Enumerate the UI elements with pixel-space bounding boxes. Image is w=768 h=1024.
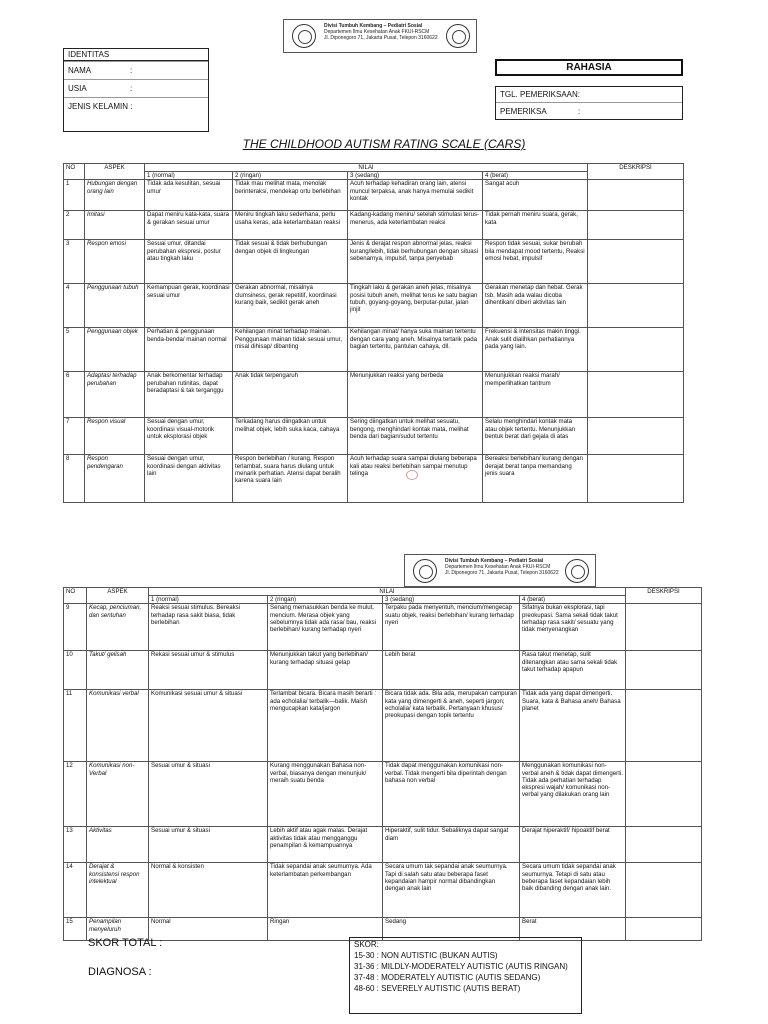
level-4-cell[interactable]: Berat	[520, 918, 626, 941]
col-no-header: NO	[64, 588, 87, 604]
row-number: 2	[64, 211, 85, 240]
pen-mark	[406, 470, 418, 480]
level-2-cell[interactable]: Kurang menggunakan Bahasa non-verbal, biasanya dengan menunjuk/ meraih suatu benda	[268, 762, 383, 827]
level-3-cell[interactable]: Jenis & derajat respon abnormal jelas, reaksi kurang/lebih, tidak berhubungan dengan situasi sebenarnya, impulsif, tanpa penyebab	[348, 240, 483, 284]
cars-table-part1	[63, 163, 684, 503]
row-number: 13	[64, 827, 87, 863]
table-row	[64, 180, 684, 211]
level-2-cell[interactable]: Kehilangan minat terhadap mainan. Penggunaan mainan tidak sesuai umur, misal dihisap/ dibanting	[233, 328, 348, 372]
level-1-cell[interactable]: Reaksi sesuai stimulus. Bereaksi terhadap rasa sakit biasa, tidak berlebihan	[149, 604, 268, 651]
col-aspek-header: ASPEK	[87, 588, 149, 604]
level-1-cell[interactable]: Tidak ada kesulitan, sesuai umur	[145, 180, 233, 211]
row-number: 11	[64, 690, 87, 762]
level-3-cell[interactable]: Terpaku pada menyentuh, mencium/mengecap suatu objek, reaksi berlebihan/ kurang terhadap nyeri	[383, 604, 520, 651]
level-3-cell[interactable]: Kehilangan minat/ hanya suka mainan tertentu dengan cara yang aneh. Misalnya tertarik pada bagian tertentu, pantulan cahaya, dll.	[348, 328, 483, 372]
level-header: 3 (sedang)	[348, 172, 483, 180]
deskripsi-cell[interactable]	[588, 418, 684, 455]
usia-field[interactable]: USIA :	[64, 79, 208, 97]
level-2-cell[interactable]: Tidak mau melihat mata, menolak berinteraksi, mendekap ortu berlebihan	[233, 180, 348, 211]
level-3-cell[interactable]: Tidak dapat menggunakan komunikasi non-verbal. Tidak mengerti bila diperintah dengan bahasa non verbal	[383, 762, 520, 827]
table-row	[64, 455, 684, 503]
row-aspek: Derajat & konsistensi respon intelektual	[87, 863, 149, 918]
deskripsi-cell[interactable]	[626, 863, 702, 918]
deskripsi-cell[interactable]	[588, 328, 684, 372]
level-4-cell[interactable]: Tidak ada yang dapat dimengerti. Suara, kata & Bahasa aneh/ Bahasa planet	[520, 690, 626, 762]
level-1-cell[interactable]: Sesuai dengan umur, koordinasi dengan aktivitas lain	[145, 455, 233, 503]
level-4-cell[interactable]: Tidak pernah meniru suara, gerak, kata	[483, 211, 588, 240]
row-number: 8	[64, 455, 85, 503]
row-number: 12	[64, 762, 87, 827]
level-1-cell[interactable]: Sesuai umur & situasi	[149, 827, 268, 863]
table-row	[64, 690, 702, 762]
level-3-cell[interactable]: Bicara tidak ada. Bila ada, merupakan campuran kata yang dimengerti & aneh, seperti jargon; echolalia/ kata terbalik. Pertanyaan khusus/ preokupasi dengan topik tertentu	[383, 690, 520, 762]
deskripsi-cell[interactable]	[626, 690, 702, 762]
page-title: THE CHILDHOOD AUTISM RATING SCALE (CARS)	[242, 137, 526, 151]
level-1-cell[interactable]: Dapat meniru kata-kata, suara & gerakan sesuai umur	[145, 211, 233, 240]
level-1-cell[interactable]: Normal	[149, 918, 268, 941]
level-1-cell[interactable]: Sesuai umur & situasi	[149, 762, 268, 827]
level-4-cell[interactable]: Respon tidak sesuai, sukar berubah bila mendapat mood tertentu, Reaksi emosi hebat, impulsif	[483, 240, 588, 284]
deskripsi-cell[interactable]	[588, 211, 684, 240]
col-no-header: NO	[64, 164, 85, 180]
level-2-cell[interactable]: Tidak sepandai anak seumurnya. Ada keterlambatan perkembangan	[268, 863, 383, 918]
col-aspek-header: ASPEK	[85, 164, 145, 180]
header-row	[64, 164, 684, 172]
university-seal-icon	[413, 559, 437, 583]
scoring-line: 37-48 : MODERATELY AUTISTIC (AUTIS SEDANG)	[354, 973, 541, 982]
level-3-cell[interactable]: Sering diingatkan untuk melihat sesuatu, bengong, menghindari kontak mata, melihat benda dari bagian/sudut tertentu	[348, 418, 483, 455]
row-number: 7	[64, 418, 85, 455]
level-4-cell[interactable]: Sangat acuh	[483, 180, 588, 211]
table-row	[64, 651, 702, 690]
col-nilai-header: NILAI	[149, 588, 626, 596]
tgl-pemeriksaan-field[interactable]: TGL. PEMERIKSAAN:	[496, 87, 682, 103]
scoring-line: 31-36 : MILDLY-MODERATELY AUTISTIC (AUTIS RINGAN)	[354, 962, 568, 971]
department-stamp-2: Divisi Tumbuh Kembang – Pediatri Sosial Departemen Ilmu Kesehatan Anak FKUI-RSCM Jl. Diponegoro 71, Jakarta Pusat, Telepon 3160622	[404, 554, 596, 587]
skor-total-label: SKOR TOTAL :	[88, 937, 163, 949]
table-row	[64, 863, 702, 918]
level-2-cell[interactable]: Lebih aktif atau agak malas. Derajat aktivitas tidak atau mengganggu penampilan & kemampuannya	[268, 827, 383, 863]
diagnosa-label: DIAGNOSA :	[88, 966, 152, 978]
level-header: 2 (ringan)	[268, 596, 383, 604]
row-number: 6	[64, 372, 85, 418]
table-row	[64, 604, 702, 651]
row-aspek: Imitasi	[85, 211, 145, 240]
level-1-cell[interactable]: Kemampuan gerak, koordinasi sesuai umur	[145, 284, 233, 328]
deskripsi-cell[interactable]	[626, 762, 702, 827]
table-row	[64, 328, 684, 372]
scoring-line: 15-30 : NON AUTISTIC (BUKAN AUTIS)	[354, 951, 498, 960]
row-number: 5	[64, 328, 85, 372]
level-2-cell[interactable]: Gerakan abnormal, misalnya clumsiness, gerak repetitif, koordinasi kurang baik, sedikit gerak aneh	[233, 284, 348, 328]
level-3-cell[interactable]: Acuh terhadap kehadiran orang lain, atensi muncul terpaksa, anak hanya memulai sedikit kontak	[348, 180, 483, 211]
col-deskripsi-header: DESKRIPSI	[626, 588, 702, 604]
row-number: 4	[64, 284, 85, 328]
level-3-cell[interactable]: Kadang-kadang meniru/ setelah stimulasi terus-menerus, ada keterlambatan reaksi	[348, 211, 483, 240]
level-1-cell[interactable]: Rekasi sesuai umur & stimulus	[149, 651, 268, 690]
row-aspek: Komunikasi verbal	[87, 690, 149, 762]
table-row	[64, 762, 702, 827]
university-seal-icon	[292, 24, 316, 48]
level-1-cell[interactable]: Anak berkomentar terhadap perubahan rutinitas, dapat beradaptasi & tak terganggu	[145, 372, 233, 418]
level-header: 3 (sedang)	[383, 596, 520, 604]
level-4-cell[interactable]: Menunjukkan reaksi marah/ memperlihatkan tantrum	[483, 372, 588, 418]
table-row	[64, 284, 684, 328]
header-row	[64, 588, 702, 596]
exam-box	[495, 86, 683, 120]
level-4-cell[interactable]: Sifatnya bukan eksplorasi, tapi preokupasi. Sama sekali tidak takut terhadap rasa sakit/ sesuatu yang tidak menyenangkan	[520, 604, 626, 651]
level-header: 1 (normal)	[149, 596, 268, 604]
confidential-label: RAHASIA	[495, 59, 683, 76]
level-2-cell[interactable]: Meniru tingkah laku sederhana, perlu usaha keras, ada keterlambatan reaksi	[233, 211, 348, 240]
row-aspek: Respon visual	[85, 418, 145, 455]
level-4-cell[interactable]: Selalu menghindari kontak mata atau objek tertentu. Menunjukkan bentuk berat dari gejala di atas	[483, 418, 588, 455]
level-3-cell[interactable]: Menunjukkan reaksi yang berbeda	[348, 372, 483, 418]
level-header-row	[64, 596, 702, 604]
level-4-cell[interactable]: Gerakan menetap dan hebat. Gerak tsb. Masih ada walau dicoba dihentikan/ diberi aktivitas lain	[483, 284, 588, 328]
level-4-cell[interactable]: Menggunakan komunikasi non-verbal aneh & tidak dapat dimengerti. Tidak ada perhatian terhadap ekspresi wajah/ komunikasi non-verbal yang dilakukan orang lain	[520, 762, 626, 827]
hospital-seal-icon	[565, 559, 589, 583]
level-3-cell[interactable]: Hiperaktif, sulit tidur. Sebaliknya dapat sangat diam	[383, 827, 520, 863]
row-number: 1	[64, 180, 85, 211]
jenis-kelamin-field[interactable]: JENIS KELAMIN :	[64, 97, 208, 115]
nama-field[interactable]: NAMA :	[64, 61, 208, 79]
level-header: 4 (berat)	[520, 596, 626, 604]
level-header: 1 (normal)	[145, 172, 233, 180]
level-3-cell[interactable]: Secara umum tak sepandai anak seumurnya. Tapi di salah satu atau beberapa faset kepandaian hampir normal dibandingkan dengan anak lain	[383, 863, 520, 918]
stamp-line2: Departemen Ilmu Kesehatan Anak FKUI-RSCM	[324, 29, 430, 35]
deskripsi-cell[interactable]	[588, 372, 684, 418]
cars-table-part2	[63, 587, 702, 941]
level-2-cell[interactable]: Senang memasukkan benda ke mulut, mencium. Merasa objek yang sebelumnya tidak ada rasa/ bau, reaksi berlebihan/ kurang terhadap nyeri	[268, 604, 383, 651]
level-2-cell[interactable]: Menunjukkan takut yang berlebihan/ kurang terhadap situasi gelap	[268, 651, 383, 690]
deskripsi-cell[interactable]	[626, 651, 702, 690]
row-number: 10	[64, 651, 87, 690]
row-aspek: Respon emosi	[85, 240, 145, 284]
row-aspek: Takut/ gelisah	[87, 651, 149, 690]
stamp-line3: Jl. Diponegoro 71, Jakarta Pusat, Telepon 3160622	[324, 35, 438, 41]
row-number: 14	[64, 863, 87, 918]
level-2-cell[interactable]: Respon berlebihan / kurang. Respon terlambat, suara harus diulang untuk menarik perhatian. Atensi dapat beralih karena suara lain	[233, 455, 348, 503]
pemeriksa-field[interactable]: PEMERIKSA :	[500, 106, 581, 116]
row-aspek: Penggunaan tubuh	[85, 284, 145, 328]
level-4-cell[interactable]: Bereaksi berlebihan/ kurang dengan derajat berat tanpa memandang jenis suara	[483, 455, 588, 503]
identity-box	[63, 48, 209, 132]
table-row	[64, 372, 684, 418]
level-header: 4 (berat)	[483, 172, 588, 180]
scoring-title: SKOR:	[354, 940, 379, 949]
row-aspek: Kecap, penciuman, dan sentuhan	[87, 604, 149, 651]
row-aspek: Penampilan menyeluruh	[87, 918, 149, 941]
row-number: 3	[64, 240, 85, 284]
row-aspek: Respon pendengaran	[85, 455, 145, 503]
col-nilai-header: NILAI	[145, 164, 588, 172]
deskripsi-cell[interactable]	[588, 284, 684, 328]
row-number: 15	[64, 918, 87, 941]
deskripsi-cell[interactable]	[588, 240, 684, 284]
table-row	[64, 211, 684, 240]
scoring-line: 48-60 : SEVERELY AUTISTIC (AUTIS BERAT)	[354, 984, 521, 993]
row-aspek: Hubungan dengan orang lain	[85, 180, 145, 211]
level-1-cell[interactable]: Perhatian & penggunaan benda-benda/ mainan normal	[145, 328, 233, 372]
level-1-cell[interactable]: Sesuai umur, ditandai perubahan ekspresi, postur atau tingkah laku	[145, 240, 233, 284]
level-4-cell[interactable]: Derajat hiperaktif/ hipoaktif berat	[520, 827, 626, 863]
level-2-cell[interactable]: Ringan	[268, 918, 383, 941]
deskripsi-cell[interactable]	[626, 918, 702, 941]
row-number: 9	[64, 604, 87, 651]
identity-header: IDENTITAS	[64, 49, 208, 61]
level-3-cell[interactable]: Lebih berat	[383, 651, 520, 690]
deskripsi-cell[interactable]	[626, 827, 702, 863]
level-1-cell[interactable]: Sesuai dengan umur, koordinasi visual-motorik untuk eksplorasi objek	[145, 418, 233, 455]
level-header: 2 (ringan)	[233, 172, 348, 180]
department-stamp	[283, 19, 477, 53]
scoring-legend	[349, 937, 582, 1014]
table-row	[64, 827, 702, 863]
row-aspek: Komunikasi non-Verbal	[87, 762, 149, 827]
hospital-seal-icon	[446, 24, 470, 48]
level-4-cell[interactable]: Rasa takut menetap, sulit ditenangkan atau sama sekali tidak takut terhadap apapun	[520, 651, 626, 690]
level-2-cell[interactable]: Terlambat bicara. Bicara masih berarti : ada echolalia/ terbalik—balik. Maish mengucapkan kata/jargon	[268, 690, 383, 762]
col-deskripsi-header: DESKRIPSI	[588, 164, 684, 180]
level-2-cell[interactable]: Tidak sesuai & tidak berhubungan dengan objek di lingkungan	[233, 240, 348, 284]
level-3-cell[interactable]: Acuh terhadap suara sampai diulang beberapa kali atau reaksi berlebihan sampai menutup telinga	[348, 455, 483, 503]
table-row	[64, 240, 684, 284]
table-row	[64, 418, 684, 455]
level-4-cell[interactable]: Secara umum tidak sepandai anak seumurnya. Tetapi di satu atau beberapa faset kepandaian lebih baik dibanding dengan anak lain.	[520, 863, 626, 918]
level-1-cell[interactable]: Normal & konsisten	[149, 863, 268, 918]
row-aspek: Adaptasi terhadap perubahan	[85, 372, 145, 418]
level-1-cell[interactable]: Komunikasi sesuai umur & situasi	[149, 690, 268, 762]
level-2-cell[interactable]: Anak tidak terpengaruh	[233, 372, 348, 418]
stamp-line1: Divisi Tumbuh Kembang – Pediatri Sosial	[324, 23, 423, 29]
deskripsi-cell[interactable]	[626, 604, 702, 651]
level-3-cell[interactable]: Sedang	[383, 918, 520, 941]
row-aspek: Aktivitas	[87, 827, 149, 863]
deskripsi-cell[interactable]	[588, 455, 684, 503]
level-4-cell[interactable]: Frekuensi & intensitas makin tinggi. Anak sulit dialihkan perhatiannya pada yang lain.	[483, 328, 588, 372]
level-3-cell[interactable]: Tingkah laku & gerakan aneh jelas, misalnya posisi tubuh aneh, melihat terus ke satu bagian tubuh, goyang-goyang, berputar-putar, jalan jinjit	[348, 284, 483, 328]
level-2-cell[interactable]: Terkadang harus diingatkan untuk melihat objek, lebih suka kaca, cahaya	[233, 418, 348, 455]
row-aspek: Penggunaan objek	[85, 328, 145, 372]
deskripsi-cell[interactable]	[588, 180, 684, 211]
